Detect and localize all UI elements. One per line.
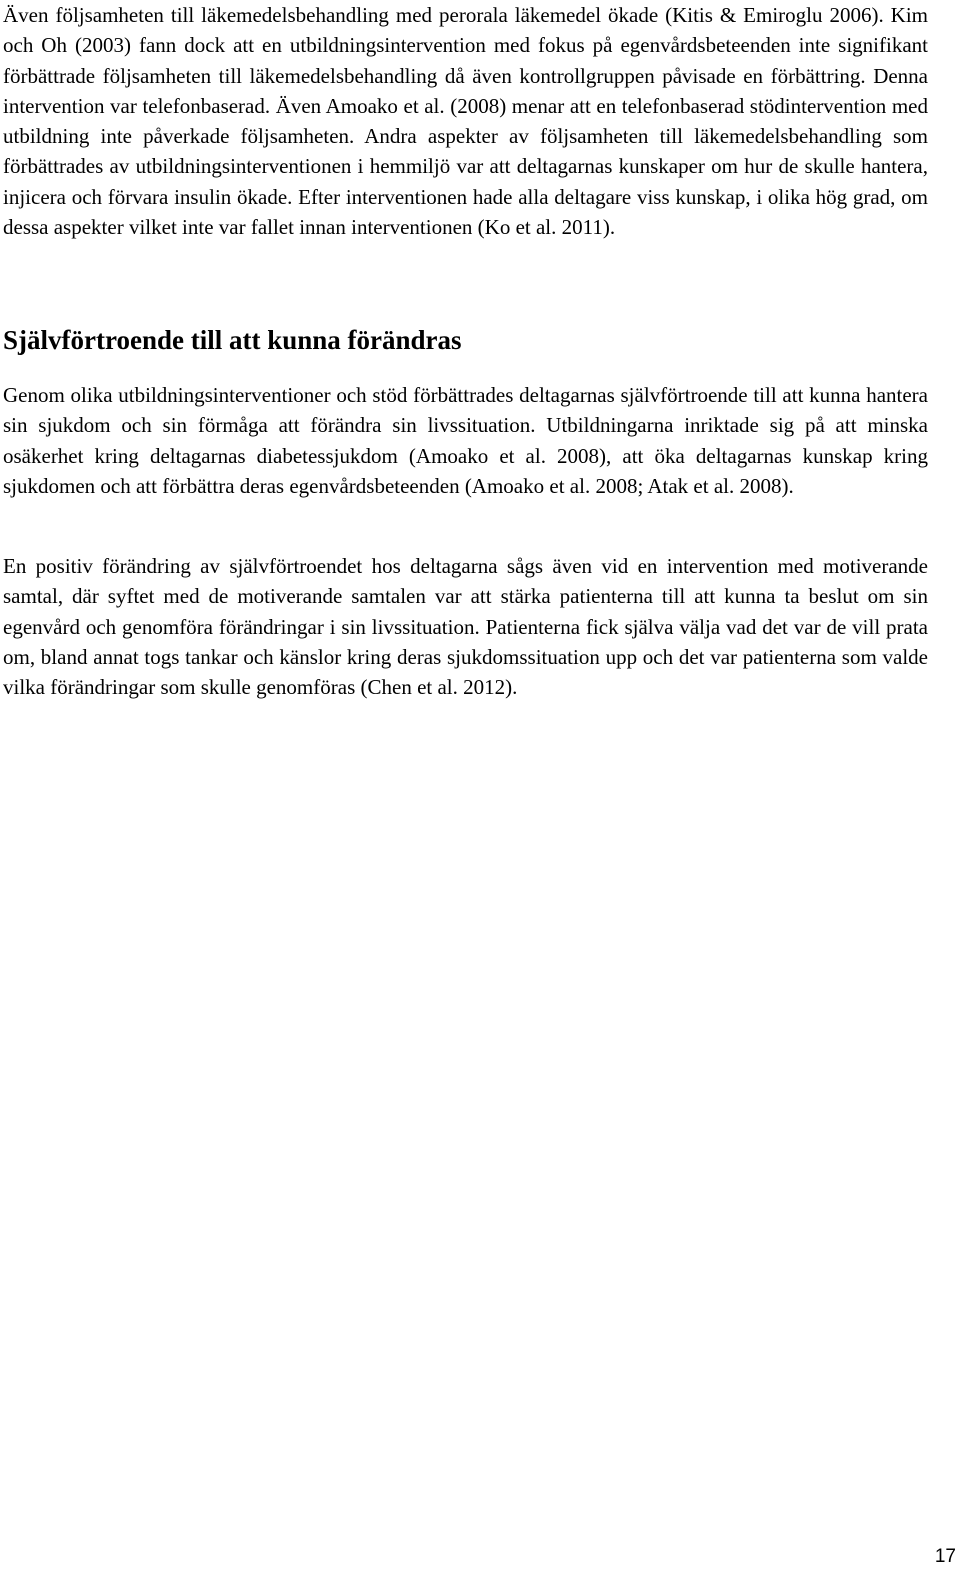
section-heading: Självförtroende till att kunna förändras (3, 325, 462, 355)
page-number: 17 (934, 1546, 956, 1567)
body-paragraph: En positiv förändring av självförtroendet hos deltagarna sågs även vid en intervention med motiverande samtal, där syftet med de motiverande samtalen var att stärka patienterna till att kunna ta beslut om sin egenvård och genomföra förändringar i sin livssituation. Patienterna fick själva välja vad det var de vill prata om, bland annat togs tankar och känslor kring deras sjukdomssituation upp och det var patienterna som valde vilka förändringar som skulle genomföras (Chen et al. 2012). (3, 554, 928, 700)
body-paragraph: Genom olika utbildningsinterventioner och stöd förbättrades deltagarnas självförtroende till att kunna hantera sin sjukdom och sin förmåga att förändra sin livssituation. Utbildningarna inriktade sig på att minska osäkerhet kring deltagarnas diabetessjukdom (Amoako et al. 2008), att öka deltagarnas kunskap kring sjukdomen och att förbättra deras egenvårdsbeteenden (Amoako et al. 2008; Atak et al. 2008). (3, 383, 928, 498)
body-paragraph: Även följsamheten till läkemedelsbehandling med perorala läkemedel ökade (Kitis & Emiroglu 2006). Kim och Oh (2003) fann dock att en utbildningsintervention med fokus på egenvårdsbeteenden inte signifikant förbättrade följsamheten till läkemedelsbehandling då även kontrollgruppen påvisade en förbättring. Denna intervention var telefonbaserad. Även Amoako et al. (2008) menar att en telefonbaserad stödintervention med utbildning inte påverkade följsamheten. Andra aspekter av följsamheten till läkemedelsbehandling som förbättrades av utbildningsinterventionen i hemmiljö var att deltagarnas kunskaper om hur de skulle hantera, injicera och förvara insulin ökade. Efter interventionen hade alla deltagare viss kunskap, i olika hög grad, om dessa aspekter vilket inte var fallet innan interventionen (Ko et al. 2011). (3, 3, 928, 240)
